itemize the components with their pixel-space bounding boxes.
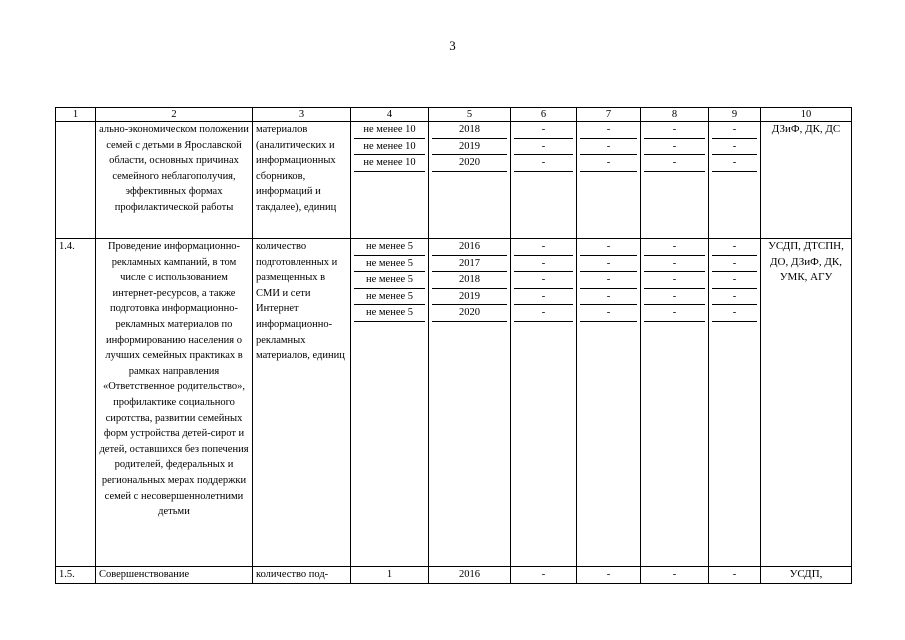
dash-cell: - <box>514 122 573 139</box>
years <box>429 122 511 239</box>
value-cell: не менее 5 <box>354 289 425 306</box>
years <box>429 239 511 567</box>
dash-cell: - <box>712 305 757 322</box>
dash-cell: - <box>644 139 705 156</box>
col6-values <box>511 239 577 567</box>
row-number: 1.5. <box>56 567 96 584</box>
dash-cell: - <box>580 122 637 139</box>
table-row <box>56 122 852 239</box>
table-row <box>56 239 852 567</box>
dash-cell: - <box>712 155 757 172</box>
year-cell: 2019 <box>432 289 507 306</box>
dash-cell: - <box>580 256 637 273</box>
value-cell: не менее 10 <box>354 139 425 156</box>
indicator-name: материалов (аналитических и информационных сборников, информаций и такдалее), единиц <box>253 122 351 239</box>
dash-cell: - <box>709 567 761 584</box>
column-header: 3 <box>253 108 351 122</box>
value-cell: не менее 10 <box>354 122 425 139</box>
dash-cell: - <box>514 155 573 172</box>
dash-cell: - <box>712 239 757 256</box>
column-header-row <box>56 108 852 122</box>
value-cell: не менее 5 <box>354 272 425 289</box>
dash-cell: - <box>644 305 705 322</box>
page-number: 3 <box>449 38 456 53</box>
value-cell: не менее 10 <box>354 155 425 172</box>
dash-cell: - <box>712 122 757 139</box>
col9-values <box>709 122 761 239</box>
row-number <box>56 122 96 239</box>
column-header: 6 <box>511 108 577 122</box>
value-cell: не менее 5 <box>354 305 425 322</box>
dash-cell: - <box>644 155 705 172</box>
year-cell: 2016 <box>429 567 511 584</box>
dash-cell: - <box>580 155 637 172</box>
dash-cell: - <box>712 139 757 156</box>
column-header: 4 <box>351 108 429 122</box>
dash-cell: - <box>514 256 573 273</box>
indicator-name: количество подготовленных и размещенных в СМИ и сети Интернет информационно-рекламных материалов, единиц <box>253 239 351 567</box>
dash-cell: - <box>514 289 573 306</box>
year-cell: 2019 <box>432 139 507 156</box>
column-header: 1 <box>56 108 96 122</box>
col7-values <box>577 122 641 239</box>
responsible: ДЗиФ, ДК, ДС <box>761 122 852 239</box>
dash-cell: - <box>644 272 705 289</box>
year-cell: 2017 <box>432 256 507 273</box>
year-cell: 2020 <box>432 155 507 172</box>
activity-name: ально-экономическом положении семей с детьми в Ярославской области, основных причинах семейного неблагополучия, эффективных формах профилактической работы <box>96 122 253 239</box>
value-cell: не менее 5 <box>354 256 425 273</box>
col9-values <box>709 239 761 567</box>
indicator-values <box>351 122 429 239</box>
dash-cell: - <box>514 272 573 289</box>
year-cell: 2016 <box>432 239 507 256</box>
col8-values <box>641 122 709 239</box>
dash-cell: - <box>644 239 705 256</box>
dash-cell: - <box>580 139 637 156</box>
dash-cell: - <box>641 567 709 584</box>
col7-values <box>577 239 641 567</box>
year-cell: 2020 <box>432 305 507 322</box>
activity-name: Проведение информационно-рекламных кампаний, в том числе с использованием интернет-ресурсов, а также подготовка информационно-рекламных материалов по информированию населения о лучших семейных практиках в рамках направления «Ответственное родительство», профилактике социального сиротства, развитии семейных форм устройства детей-сирот и детей, оставшихся без попечения родителей, федеральных и региональных мерах поддержки семей с несовершеннолетними детьми <box>96 239 253 567</box>
responsible: УСДП, <box>761 567 852 584</box>
indicator-name: количество под- <box>253 567 351 584</box>
dash-cell: - <box>580 272 637 289</box>
responsible: УСДП, ДТСПН, ДО, ДЗиФ, ДК, УМК, АГУ <box>761 239 852 567</box>
year-cell: 2018 <box>432 122 507 139</box>
row-number: 1.4. <box>56 239 96 567</box>
dash-cell: - <box>580 305 637 322</box>
dash-cell: - <box>712 256 757 273</box>
dash-cell: - <box>580 289 637 306</box>
dash-cell: - <box>644 256 705 273</box>
column-header: 9 <box>709 108 761 122</box>
dash-cell: - <box>712 289 757 306</box>
column-header: 2 <box>96 108 253 122</box>
program-table <box>55 107 852 584</box>
dash-cell: - <box>577 567 641 584</box>
col8-values <box>641 239 709 567</box>
year-cell: 2018 <box>432 272 507 289</box>
column-header: 8 <box>641 108 709 122</box>
dash-cell: - <box>580 239 637 256</box>
dash-cell: - <box>514 239 573 256</box>
value-cell: не менее 5 <box>354 239 425 256</box>
dash-cell: - <box>514 139 573 156</box>
indicator-values <box>351 239 429 567</box>
dash-cell: - <box>712 272 757 289</box>
activity-name: Совершенствование <box>96 567 253 584</box>
column-header: 5 <box>429 108 511 122</box>
value-cell: 1 <box>351 567 429 584</box>
dash-cell: - <box>644 122 705 139</box>
col6-values <box>511 122 577 239</box>
dash-cell: - <box>511 567 577 584</box>
column-header: 10 <box>761 108 852 122</box>
dash-cell: - <box>644 289 705 306</box>
column-header: 7 <box>577 108 641 122</box>
table-row <box>56 567 852 584</box>
dash-cell: - <box>514 305 573 322</box>
